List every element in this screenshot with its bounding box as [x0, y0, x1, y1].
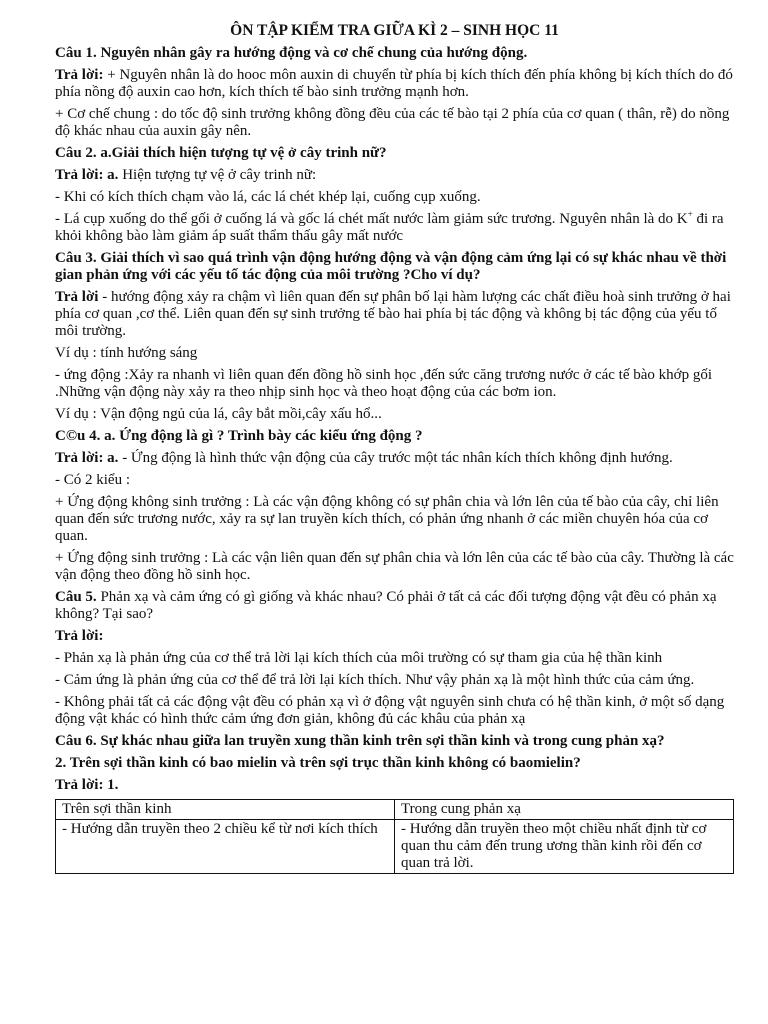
- answer-5-part-1: - Phản xạ là phản ứng của cơ thể trả lời lại kích thích của môi trường có sự tham gia của hệ thần kinh: [55, 650, 663, 666]
- question-1-text: . Nguyên nhân gây ra hướng động và cơ chế chung của hướng động.: [92, 45, 528, 61]
- table-header-cell: Trong cung phản xạ: [395, 800, 734, 820]
- answer-4-label: Trả lời: a.: [55, 450, 119, 466]
- table-header-row: [56, 800, 734, 820]
- question-3: Câu 3. Giải thích vì sao quá trình vận động hướng động và vận động cảm ứng lại có sự khác nhau về thời gian phản ứng với các yếu tố tác động của môi trường ?Cho ví dụ?: [55, 250, 727, 283]
- answer-2-part-2: [55, 211, 734, 245]
- answer-4-part-2: - Có 2 kiểu :: [55, 472, 130, 488]
- answer-2-part-1: - Khi có kích thích chạm vào lá, các lá chét khép lại, cuống cụp xuống.: [55, 189, 481, 205]
- answer-1-text-1: + Nguyên nhân là do hooc môn auxin di chuyển từ phía bị kích thích đến phía không bị kích thích do đó phía nồng độ auxin cao hơn, kích thích tế bào sinh trưởng mạnh hơn.: [55, 67, 733, 100]
- answer-1-part-1: [55, 67, 734, 101]
- table-row: [56, 820, 734, 874]
- question-6: Câu 6. Sự khác nhau giữa lan truyền xung thần kinh trên sợi thần kinh và trong cung phản xạ?: [55, 733, 665, 749]
- answer-2-intro: [55, 167, 734, 184]
- answer-5-part-3: - Không phải tất cả các động vật đều có phản xạ vì ở động vật nguyên sinh chưa có hệ thần kinh, ở một số dạng động vật khác có hình thức cảm ứng đơn giản, không đủ các khâu của phản xạ: [55, 694, 725, 727]
- table-cell: - Hướng dẫn truyền theo 2 chiều kể từ nơi kích thích: [56, 820, 395, 874]
- answer-5-part-2: - Cảm ứng là phản ứng của cơ thể để trả lời lại kích thích. Như vậy phản xạ là một hình thức của cảm ứng.: [55, 672, 695, 688]
- answer-4-part-4: + Ứng động sinh trưởng : Là các vận liên quan đến sự phân chia và lớn lên của các tế bào của cây. Thường là các vận động theo đồng hồ sinh học.: [55, 550, 734, 583]
- answer-2-text-0: Hiện tượng tự vệ ở cây trinh nữ:: [118, 167, 317, 183]
- answer-3-part-4: Ví dụ : Vận động ngủ của lá, cây bắt mồi,cây xấu hổ...: [55, 406, 382, 422]
- question-5-text: Phản xạ và cảm ứng có gì giống và khác nhau? Có phải ở tất cả các đối tượng động vật đều có phản xạ không? Tại sao?: [55, 589, 717, 622]
- answer-3-part-1: [55, 289, 734, 340]
- answer-3-part-2: Ví dụ : tính hướng sáng: [55, 345, 198, 361]
- answer-4-part-3: + Ứng động không sinh trưởng : Là các vận động không có sự phân chia và lớn lên của tế bào của cây, chỉ liên quan đến sức trương nước, xảy ra sự lan truyền kích thích, có phản ứng nhanh ở các miền chuyên hóa của cơ quan.: [55, 494, 719, 544]
- potassium-charge: +: [687, 209, 693, 219]
- question-2: Câu 2. a.Giải thích hiện tượng tự vệ ở cây trinh nữ?: [55, 145, 387, 161]
- question-5-label: Câu 5.: [55, 589, 97, 605]
- question-5: [55, 589, 734, 623]
- answer-3-text-1: - hướng động xảy ra chậm vì liên quan đến sự phân bố lại hàm lượng các chất điều hoà sinh trưởng ở hai phía cơ quan ,cơ thể. Liên quan đến sự sinh trưởng tế bào hai phía bị tác động và không bị tác động của yếu tố môi trường.: [55, 289, 731, 339]
- table-header-cell: Trên sợi thần kinh: [56, 800, 395, 820]
- answer-4-part-1: [55, 450, 734, 467]
- answer-3-part-3: - ứng động :Xảy ra nhanh vì liên quan đến đồng hồ sinh học ,đến sức căng trương nước ở các tế bào khớp gối .Những vận động này xảy ra theo nhịp sinh học và theo hoạt động của các bơm ion.: [55, 367, 713, 400]
- answer-2-text-2a: - Lá cụp xuống do thể gối ở cuống lá và gốc lá chét mất nước làm giảm sức trương. Nguyên nhân là do K: [55, 211, 688, 227]
- document-title: ÔN TẬP KIỂM TRA GIỮA KÌ 2 – SINH HỌC 11: [230, 22, 559, 39]
- answer-4-text-1: - Ứng động là hình thức vận động của cây trước một tác nhân kích thích không định hướng.: [118, 450, 673, 466]
- question-1-label: Câu 1: [55, 45, 93, 61]
- comparison-table: [55, 799, 734, 874]
- question-6-sub-2: 2. Trên sợi thần kinh có bao mielin và trên sợi trục thần kinh không có baomielin?: [55, 755, 581, 771]
- answer-1-label: Trả lời:: [55, 67, 104, 83]
- answer-6-label: Trả lời: 1.: [55, 777, 119, 793]
- answer-3-label: Trả lời: [55, 289, 99, 305]
- table-cell: - Hướng dẫn truyền theo một chiều nhất định từ cơ quan thu cảm đến trung ương thần kinh rồi đến cơ quan trả lời.: [395, 820, 734, 874]
- question-1: [55, 45, 734, 62]
- answer-5-label: Trả lời:: [55, 628, 104, 644]
- answer-2-text-2b: đi ra khỏi không bào làm giảm áp suất thẩm thấu gây mất nước: [55, 211, 724, 244]
- question-4: C©u 4. a. Ứng động là gì ? Trình bày các kiểu ứng động ?: [55, 428, 423, 444]
- answer-1-part-2: + Cơ chế chung : do tốc độ sinh trưởng không đồng đều của các tế bào tại 2 phía của cơ quan ( thân, rễ) do nồng độ khác nhau của auxin gây nên.: [55, 106, 730, 139]
- answer-2-label: Trả lời: a.: [55, 167, 119, 183]
